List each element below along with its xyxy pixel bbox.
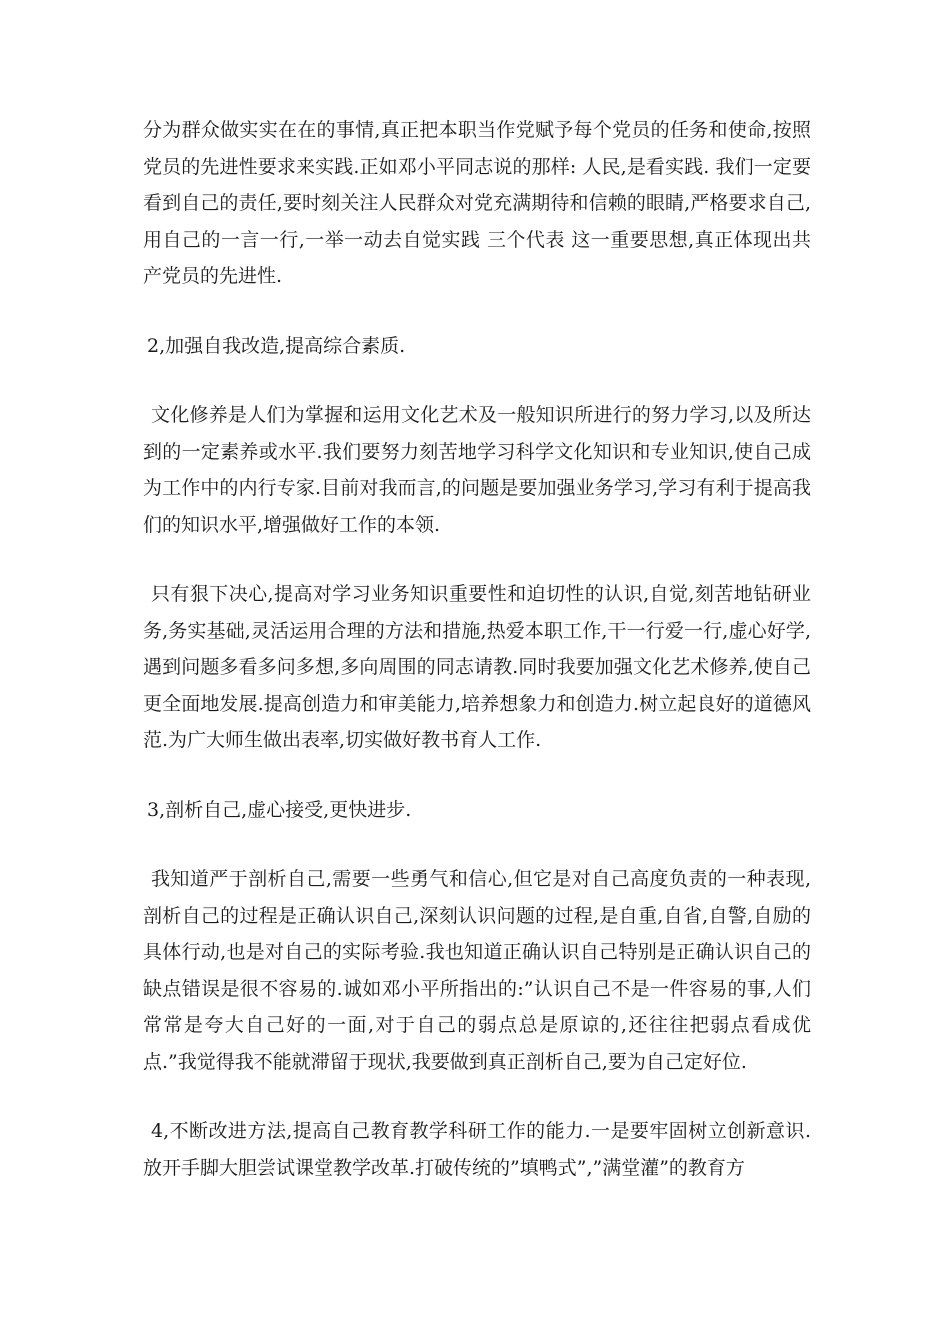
section-heading-self-improvement: 2,加强自我改造,提高综合素质. xyxy=(147,334,406,357)
section-heading-self-analysis: 3,剖析自己,虚心接受,更快进步. xyxy=(147,798,412,821)
paragraph-party-member-practice: 分为群众做实实在在的事情,真正把本职当作党赋予每个党员的任务和使命,按照党员的先进性要求来实践.正如邓小平同志说的那样: 人民,是看实践. 我们一定要看到自己的责任,要时刻关注人民群众对党充满期待和信赖的眼睛,严格要求自己,用自己的一言一行,一举一动去自觉实践 三个代表 这一重要思想,真正体现出共产党员的先进性. xyxy=(143,119,811,287)
document-body xyxy=(143,112,811,1219)
paragraph-business-study: 只有狠下决心,提高对学习业务知识重要性和迫切性的认识,自觉,刻苦地钻研业务,务实基础,灵活运用合理的方法和措施,热爱本职工作,干一行爱一行,虚心好学,遇到问题多看多问多想,多向周围的同志请教.同时我要加强文化艺术修养,使自己更全面地发展.提高创造力和审美能力,培养想象力和创造力.树立起良好的道德风范.为广大师生做出表率,切实做好教书育人工作. xyxy=(143,583,811,751)
paragraph-self-analysis: 我知道严于剖析自己,需要一些勇气和信心,但它是对自己高度负责的一种表现,剖析自己的过程是正确认识自己,深刻认识问题的过程,是自重,自省,自警,自励的具体行动,也是对自己的实际考验.我也知道正确认识自己特别是正确认识自己的缺点错误是很不容易的.诚如邓小平所指出的:”认识自己不是一件容易的事,人们常常是夸大自己好的一面,对于自己的弱点总是原谅的,还往往把弱点看成优点.”我觉得我不能就滞留于现状,我要做到真正剖析自己,要为自己定好位. xyxy=(143,868,811,1073)
paragraph-cultural-cultivation: 文化修养是人们为掌握和运用文化艺术及一般知识所进行的努力学习,以及所达到的一定素养或水平.我们要努力刻苦地学习科学文化知识和专业知识,使自己成为工作中的内行专家.目前对我而言,的问题是要加强业务学习,学习有利于提高我们的知识水平,增强做好工作的本领. xyxy=(143,404,811,536)
paragraph-improve-methods: 4,不断改进方法,提高自己教育教学科研工作的能力.一是要牢固树立创新意识.放开手脚大胆尝试课堂教学改革.打破传统的”填鸭式”,”满堂灌”的教育方 xyxy=(143,1120,811,1179)
